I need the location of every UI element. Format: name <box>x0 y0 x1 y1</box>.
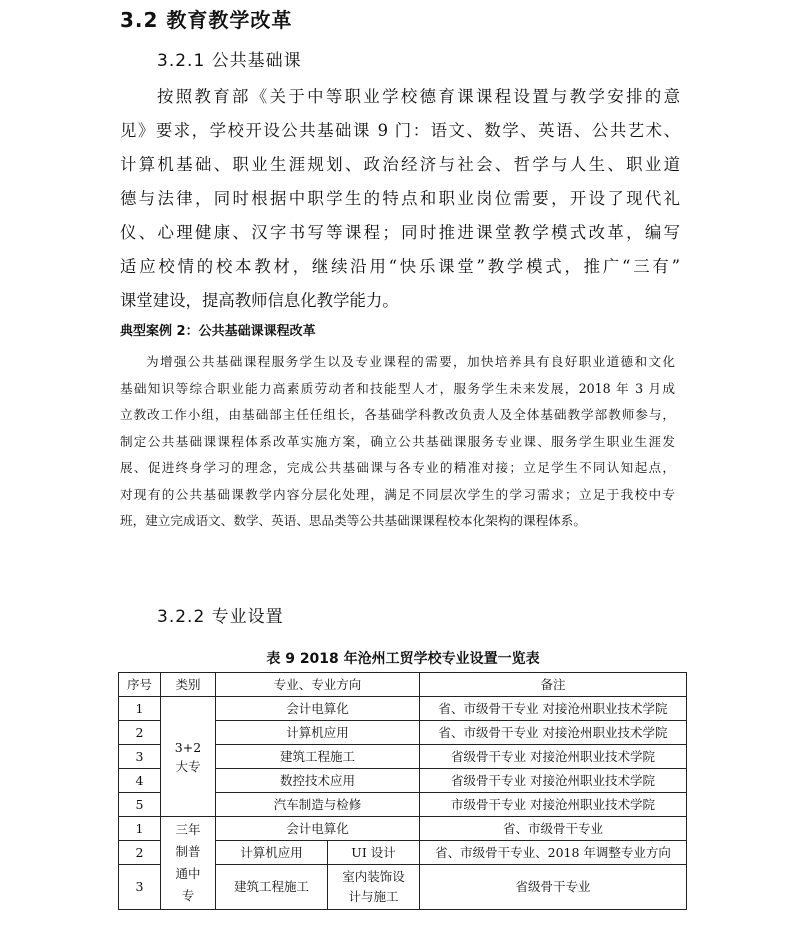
header-no: 序号 <box>119 673 161 697</box>
category-label: 三年制普通中专 <box>175 822 201 903</box>
paragraph-line: 对现有的公共基础课教学内容分层化处理，满足不同层次学生的学习需求；立足于我校中专 <box>120 486 675 502</box>
row-major: 建筑工程施工 <box>216 865 328 910</box>
row-major: 会计电算化 <box>216 817 420 841</box>
paragraph-line: 班，建立完成语文、数学、英语、思品类等公共基础课课程校本化架构的课程体系。 <box>120 513 586 528</box>
row-note: 市级骨干专业 对接沧州职业技术学院 <box>420 793 687 817</box>
row-major: 数控技术应用 <box>216 769 420 793</box>
row-major: 计算机应用 <box>216 721 420 745</box>
paragraph-case-study <box>120 349 675 535</box>
table-row <box>119 697 687 721</box>
paragraph-line: 制定公共基础课课程体系改革实施方案，确立公共基础课服务专业课、服务学生职业生涯发 <box>120 433 675 449</box>
header-note: 备注 <box>420 673 687 697</box>
paragraph-line: 计算机基础、职业生涯规划、政治经济与社会、哲学与人生、职业道 <box>120 155 680 174</box>
subsection-title-majors: 3.2.2 专业设置 <box>157 607 284 627</box>
row-major: 汽车制造与检修 <box>216 793 420 817</box>
row-no: 1 <box>119 817 161 841</box>
row-major: 计算机应用 <box>216 841 328 865</box>
table-row <box>119 817 687 841</box>
row-no: 3 <box>119 745 161 769</box>
paragraph-line: 仪、心理健康、汉字书写等课程；同时推进课堂教学模式改革，编写 <box>120 223 680 242</box>
category-label: 3+2 大专 <box>174 739 202 774</box>
paragraph-line: 课堂建设，提高教师信息化教学能力。 <box>120 291 399 310</box>
category-cell <box>161 817 216 910</box>
section-title: 3.2 教育教学改革 <box>120 8 293 32</box>
header-category: 类别 <box>161 673 216 697</box>
row-no: 2 <box>119 721 161 745</box>
row-major: 会计电算化 <box>216 697 420 721</box>
subsection-title-public-courses: 3.2.1 公共基础课 <box>157 51 302 71</box>
paragraph-public-courses <box>120 80 680 318</box>
header-major: 专业、专业方向 <box>216 673 420 697</box>
row-direction <box>328 865 420 910</box>
row-no: 2 <box>119 841 161 865</box>
paragraph-line: 德与法律，同时根据中职学生的特点和职业岗位需要，开设了现代礼 <box>120 189 680 208</box>
row-note: 省级骨干专业 对接沧州职业技术学院 <box>420 769 687 793</box>
row-no: 5 <box>119 793 161 817</box>
row-no: 1 <box>119 697 161 721</box>
paragraph-line: 立教改工作小组，由基础部主任任组长，各基础学科教改负责人及全体基础教学部教师参与， <box>120 407 675 422</box>
case-title: 典型案例 2：公共基础课课程改革 <box>120 324 316 339</box>
row-note: 省级骨干专业 对接沧州职业技术学院 <box>420 745 687 769</box>
row-note: 省级骨干专业 <box>420 865 687 910</box>
row-note: 省、市级骨干专业 对接沧州职业技术学院 <box>420 721 687 745</box>
table-caption: 表 9 2018 年沧州工贸学校专业设置一览表 <box>266 651 540 667</box>
row-note: 省、市级骨干专业 对接沧州职业技术学院 <box>420 697 687 721</box>
direction-label: 室内装饰设计与施工 <box>342 869 405 904</box>
row-direction: UI 设计 <box>328 841 420 865</box>
category-cell <box>161 697 216 817</box>
row-no: 4 <box>119 769 161 793</box>
paragraph-line: 按照教育部《关于中等职业学校德育课课程设置与教学安排的意 <box>157 87 680 106</box>
paragraph-line: 基础知识等综合职业能力高素质劳动者和技能型人才，服务学生未来发展，2018 年 3 月成 <box>120 380 675 396</box>
paragraph-line: 适应校情的校本教材，继续沿用“快乐课堂”教学模式，推广“三有” <box>120 257 680 276</box>
row-no: 3 <box>119 865 161 910</box>
table-header-row <box>119 673 687 697</box>
row-note: 省、市级骨干专业、2018 年调整专业方向 <box>420 841 687 865</box>
majors-table <box>118 672 687 910</box>
paragraph-line: 展、促进终身学习的理念，完成公共基础课与各专业的精准对接；立足学生不同认知起点， <box>120 460 675 475</box>
row-major: 建筑工程施工 <box>216 745 420 769</box>
row-note: 省、市级骨干专业 <box>420 817 687 841</box>
paragraph-line: 见》要求，学校开设公共基础课 9 门：语文、数学、英语、公共艺术、 <box>120 121 680 140</box>
paragraph-line: 为增强公共基础课程服务学生以及专业课程的需要，加快培养具有良好职业道德和文化 <box>146 354 675 369</box>
